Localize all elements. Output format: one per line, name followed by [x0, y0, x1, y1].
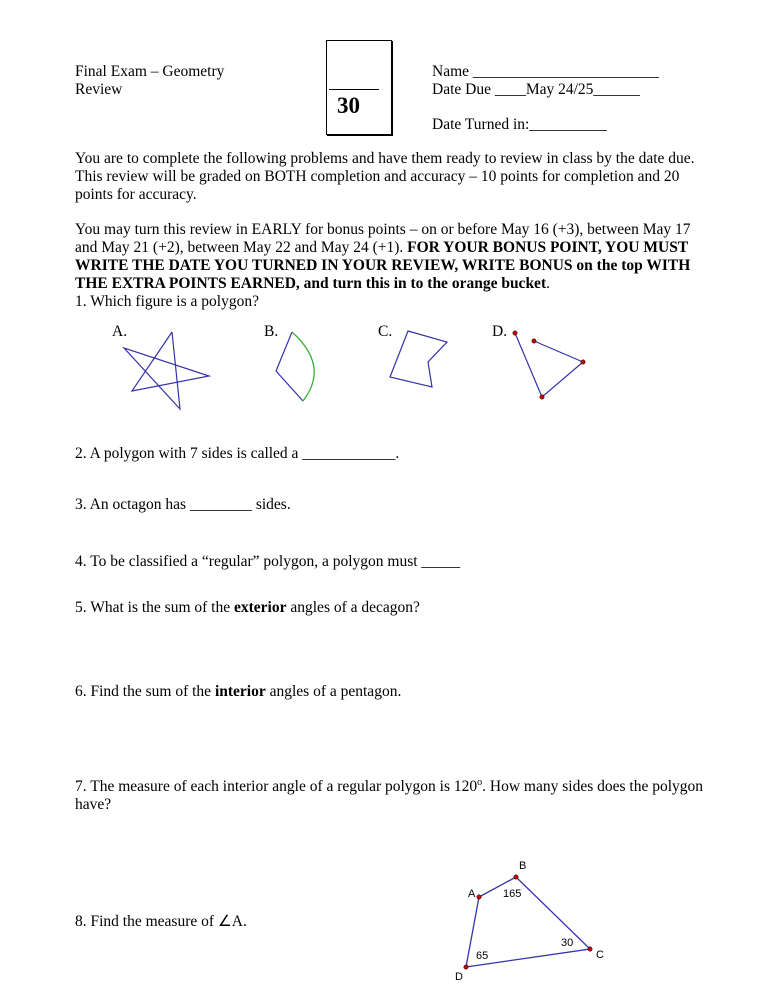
date-due: Date Due ____May 24/25______ — [432, 81, 640, 98]
q7-text: 7. The measure of each interior angle of a regular polygon is 120 — [75, 778, 478, 796]
q5-text: 5. What is the sum of the — [75, 599, 234, 616]
question-5 — [75, 599, 420, 617]
figure-c-polygon — [390, 331, 447, 387]
figure-a-star — [124, 332, 209, 409]
bonus-instructions: FOR YOUR BONUS POINT, YOU MUST WRITE THE DATE YOU TURNED IN YOUR REVIEW, WRITE BONUS on the top WITH THE EXTRA POINTS EARNED, and turn this in to the orange bucket — [75, 239, 691, 292]
figure-d-open-shape — [515, 333, 583, 397]
angle-d-measure: 65 — [476, 950, 489, 962]
bonus-text: You may turn this review in EARLY for bonus points – on or before May 16 (+3), between May 17 and May 21 (+2), between May 22 and May 24 (+1). — [75, 221, 691, 256]
question-8: 8. Find the measure of ∠A. — [75, 913, 247, 930]
q6-bold: interior — [214, 683, 266, 700]
question-4: 4. To be classified a “regular” polygon, a polygon must _____ — [75, 553, 461, 570]
degree-symbol: o — [477, 777, 483, 788]
option-b-label: B. — [264, 323, 279, 340]
question-2: 2. A polygon with 7 sides is called a ____________. — [75, 445, 400, 462]
angle-b-measure: 165 — [503, 888, 522, 900]
figure-d-points — [513, 331, 585, 399]
q5-bold: exterior — [234, 599, 287, 616]
figure-b-sides — [276, 332, 303, 401]
option-d-label: D. — [492, 323, 508, 340]
title-line1: Final Exam – Geometry — [75, 63, 225, 80]
option-a-label: A. — [112, 323, 128, 340]
option-c-label: C. — [378, 323, 393, 340]
question-3: 3. An octagon has ________ sides. — [75, 496, 291, 513]
score-total: 30 — [337, 93, 360, 118]
vertex-d-label: D — [455, 971, 463, 983]
title-line2: Review — [75, 81, 123, 98]
intro-paragraph: You are to complete the following problems and have them ready to review in class by the date due. This review will be graded on BOTH completion and accuracy – 10 points for completion and 20 points for accuracy. — [75, 150, 695, 203]
vertex-b-label: B — [519, 860, 527, 872]
angle-c-measure: 30 — [561, 937, 574, 949]
q7-text-end: . How many sides does the polygon have? — [75, 778, 704, 814]
question-1: 1. Which figure is a polygon? — [75, 293, 259, 310]
date-turned-in: Date Turned in:__________ — [432, 116, 607, 133]
name-field: Name ________________________ — [432, 63, 659, 80]
q5-text-end: angles of a decagon? — [286, 599, 420, 616]
figure-b-arc — [292, 332, 314, 401]
question-6 — [75, 683, 401, 701]
vertex-a-label: A — [468, 888, 476, 900]
bonus-period: . — [546, 275, 550, 292]
q6-text-end: angles of a pentagon. — [265, 683, 402, 700]
q6-text: 6. Find the sum of the — [75, 683, 215, 700]
question-7 — [75, 774, 715, 814]
vertex-c-label: C — [596, 949, 604, 961]
